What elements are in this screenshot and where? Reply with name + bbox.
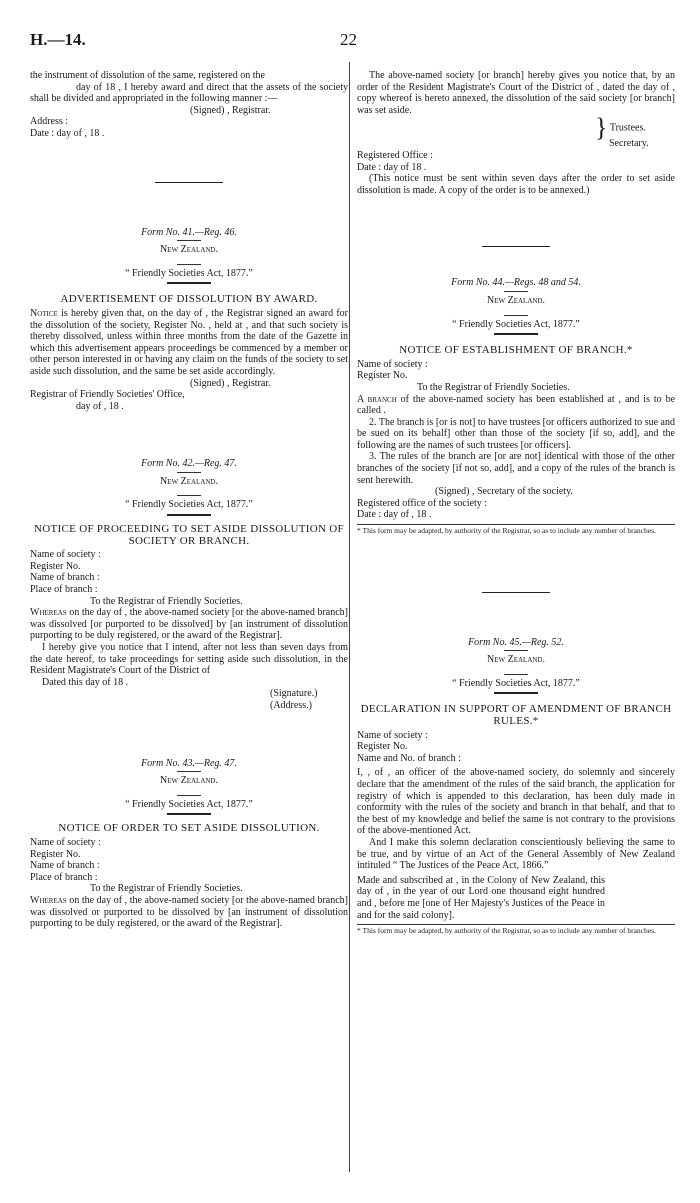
rule xyxy=(504,315,528,316)
addressee-line: To the Registrar of Friendly Societies. xyxy=(417,381,570,393)
lead-word: Whereas xyxy=(30,607,67,619)
field-label: Name of society : xyxy=(357,358,428,370)
rule xyxy=(167,282,211,284)
form-title: ADVERTISEMENT OF DISSOLUTION BY AWARD. xyxy=(60,293,318,306)
continued-text: day of 18 , I hereby award and direct that the assets of the society shall be divided and appropriated in the following manner :— xyxy=(30,81,348,105)
rule xyxy=(167,813,211,815)
form-body: 2. The branch is [or is not] to have trustees [or officers authorized to sue and be sued on its behalf] other than those of the society [if so, add], and the following are the names of such trustees [or officers]. xyxy=(357,416,675,451)
rule xyxy=(167,514,211,516)
form-body: is hereby given that, on the day of , the Registrar signed an award for the dissolution of the society, Register No. , held at , and that such society is thereby dissolved, unless within three months from the date of the Gazette in which this advertisement appears proceedings be commenced by a member or other person interested in or having any claim on the funds of the society to set aside such dissolution, and the same be set aside accordingly. xyxy=(30,307,348,377)
field-label: Register No. xyxy=(357,370,408,382)
date-line: Date : day of , 18 . xyxy=(357,509,432,521)
addressee-line: To the Registrar of Friendly Societies. xyxy=(90,595,243,607)
rule xyxy=(177,771,201,772)
office-line: Registered Office : xyxy=(357,149,433,161)
form-heading: Form No. 42.—Reg. 47. xyxy=(141,458,237,470)
country-heading: New Zealand. xyxy=(487,294,545,306)
act-heading: “ Friendly Societies Act, 1877.” xyxy=(125,499,253,511)
form-heading: Form No. 45.—Reg. 52. xyxy=(468,636,564,648)
right-column xyxy=(357,70,675,936)
trustees-block xyxy=(357,113,675,143)
form-body: And I make this solemn declaration conscientiously believing the same to be true, and by virtue of an Act of the General Assembly of New Zealand intituled “ The Justices of the Peace Act, 1866.” xyxy=(357,836,675,872)
column-divider xyxy=(349,62,350,1172)
date-line: day of , 18 . xyxy=(76,400,124,412)
form-heading: Form No. 44.—Regs. 48 and 54. xyxy=(451,277,581,289)
dated-line: Dated this day of 18 . xyxy=(42,676,129,688)
footnote-rule xyxy=(357,924,675,925)
field-label: Place of branch : xyxy=(30,871,98,883)
rule xyxy=(504,674,528,675)
form-title: NOTICE OF ORDER TO SET ASIDE DISSOLUTION. xyxy=(58,822,320,835)
field-label: Register No. xyxy=(357,741,408,753)
rule xyxy=(177,240,201,241)
form-title: NOTICE OF PROCEEDING TO SET ASIDE DISSOLUTION OF SOCIETY OR BRANCH. xyxy=(34,523,344,547)
act-heading: “ Friendly Societies Act, 1877.” xyxy=(452,318,580,330)
form-body: I, , of , an officer of the above-named society, do solemnly and sincerely declare that the amendment of the rules of the said branch, the application for registry of which is appended to this declaration, has been duly made in conformity with the rules of the society and branch in that behalf, and that to the best of my knowledge and belief the same is not contrary to the provisions of the above-mentioned Act. xyxy=(357,767,675,837)
form-body: 3. The rules of the branch are [or are not] identical with those of the other branches of the society [if not so, add], and a copy of the rules of the branch is sent herewith. xyxy=(357,451,675,486)
footnote: * This form may be adapted, by authority of the Registrar, so as to include any number of branches. xyxy=(357,926,656,936)
rule xyxy=(504,291,528,292)
field-label: Register No. xyxy=(30,848,81,860)
address-line: (Address.) xyxy=(270,699,312,711)
footnote: * This form may be adapted, by authority of the Registrar, so as to include any number of branches. xyxy=(357,526,656,536)
rule xyxy=(177,264,201,265)
rule xyxy=(177,472,201,473)
field-label: Name and No. of branch : xyxy=(357,752,461,764)
lead-word: Notice xyxy=(30,307,58,319)
date-line: Date : day of , 18 . xyxy=(30,127,105,139)
field-label: Name of branch : xyxy=(30,572,100,584)
signature-line: (Signed) , Registrar. xyxy=(190,377,271,389)
office-line: Registrar of Friendly Societies' Office, xyxy=(30,389,185,401)
field-label: Register No. xyxy=(30,560,81,572)
form-title: DECLARATION IN SUPPORT OF AMENDMENT OF BRANCH RULES.* xyxy=(360,703,672,727)
signature-line: (Signed) , Secretary of the society. xyxy=(435,486,573,498)
instruction-note: (This notice must be sent within seven days after the order to set aside dissolution is made. A copy of the order is to be annexed.) xyxy=(357,173,675,196)
country-heading: New Zealand. xyxy=(487,654,545,666)
field-label: Place of branch : xyxy=(30,584,98,596)
form-heading: Form No. 43.—Reg. 47. xyxy=(141,757,237,769)
country-heading: New Zealand. xyxy=(160,244,218,256)
continued-text: The above-named society [or branch] hereby gives you notice that, by an order of the Resident Magistrate's Court of the District of , dated the day of , copy whereof is hereto annexed, the dissolution of the said society [or branch] was set aside. xyxy=(357,70,675,116)
rule xyxy=(177,495,201,496)
rule xyxy=(494,333,538,335)
act-heading: “ Friendly Societies Act, 1877.” xyxy=(452,677,580,689)
brace-glyph: } xyxy=(595,113,608,143)
address-line: Address : xyxy=(30,116,69,128)
form-title: NOTICE OF ESTABLISHMENT OF BRANCH.* xyxy=(399,344,633,357)
rule xyxy=(504,650,528,651)
office-line: Registered office of the society : xyxy=(357,497,488,509)
page-number: 22 xyxy=(340,30,357,49)
field-label: Name of society : xyxy=(30,549,101,561)
left-column xyxy=(30,70,348,930)
signature-line: (Signature.) xyxy=(270,688,318,700)
field-label: Name of society : xyxy=(30,836,101,848)
country-heading: New Zealand. xyxy=(160,475,218,487)
trustees-label: Trustees. xyxy=(609,122,646,134)
footnote-rule xyxy=(357,524,675,525)
act-heading: “ Friendly Societies Act, 1877.” xyxy=(125,798,253,810)
rule xyxy=(494,692,538,694)
signature-line: (Signed) , Registrar. xyxy=(190,104,271,116)
continued-text: the instrument of dissolution of the same, registered on the xyxy=(30,70,265,81)
form-body: on the day of , the above-named society [or the above-named branch] was dissolved or purported to be dissolved by [an instrument of dissolution purporting to be duly registered, or the award of the Registrar]. xyxy=(30,894,348,930)
page-header-left: H.—14. xyxy=(30,30,86,49)
field-label: Name of branch : xyxy=(30,860,100,872)
rule xyxy=(177,795,201,796)
date-line: Date : day of 18 . xyxy=(357,161,427,173)
country-heading: New Zealand. xyxy=(160,775,218,787)
field-label: Name of society : xyxy=(357,729,428,741)
form-body: of the above-named society has been established at , and is to be called . xyxy=(357,393,676,417)
secretary-label: Secretary. xyxy=(609,138,649,150)
jurat: Made and subscribed at , in the Colony of New Zealand, this day of , in the year of our Lord one thousand eight hundred and , before me [one of Her Majesty's Justices of the Peace in and for the said colony]. xyxy=(357,874,605,921)
lead-word: Whereas xyxy=(30,894,67,906)
act-heading: “ Friendly Societies Act, 1877.” xyxy=(125,267,253,279)
addressee-line: To the Registrar of Friendly Societies. xyxy=(90,883,243,895)
form-body: I hereby give you notice that I intend, after not less than seven days from the date hereof, to take proceedings for setting aside such dissolution, in the Resident Magistrate's Court of the District of xyxy=(30,642,348,677)
form-heading: Form No. 41.—Reg. 46. xyxy=(141,226,237,238)
lead-word: A branch xyxy=(357,393,397,405)
form-body: on the day of , the above-named society [or the above-named branch] was dissolved [or purported to be dissolved] by [an instrument of dissolution purporting to be duly registered, or the award of the Registrar]. xyxy=(30,607,348,642)
